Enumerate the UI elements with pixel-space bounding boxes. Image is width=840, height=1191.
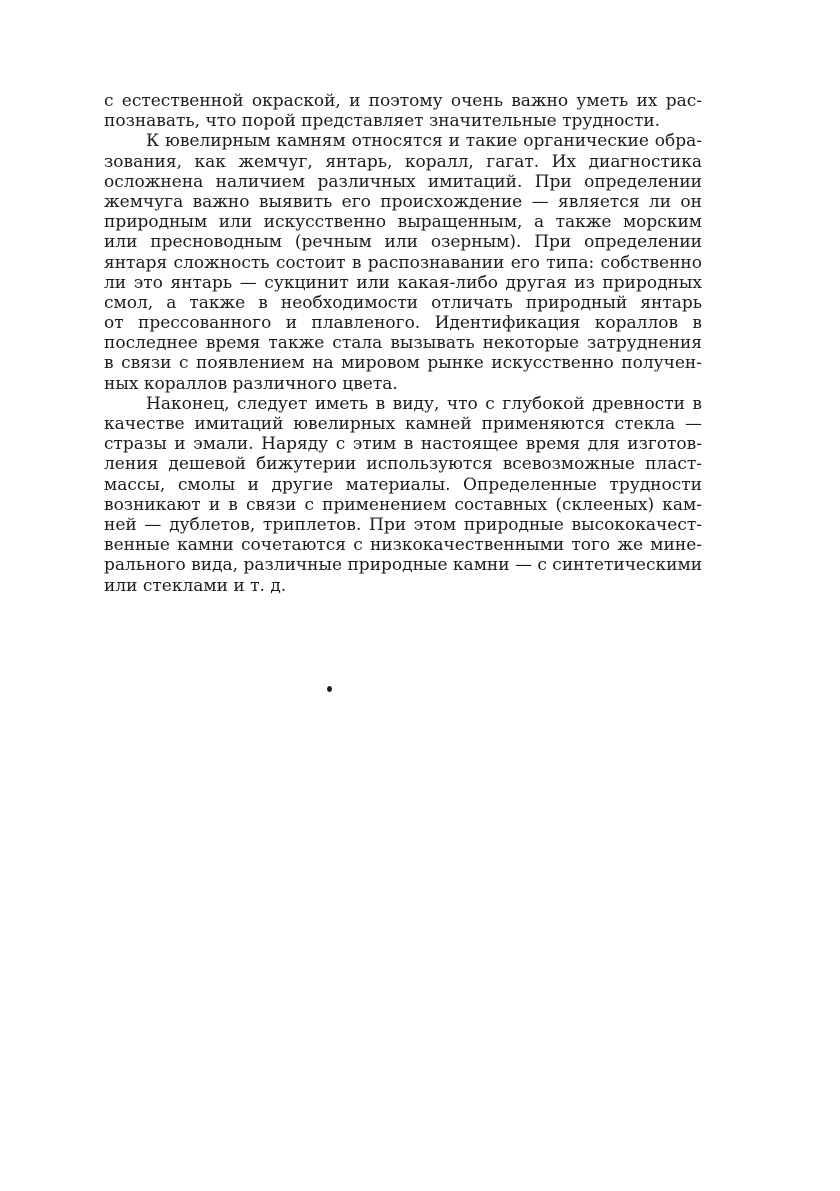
text-line: массы, смолы и другие материалы. Определенные трудности (104, 474, 702, 495)
text-line: стразы и эмали. Наряду с этим в настоящее время для изготов- (104, 434, 702, 455)
text-line: Наконец, следует иметь в виду, что с глубокой древности в (146, 393, 702, 414)
text-line: с естественной окраской, и поэтому очень важно уметь их рас- (104, 91, 702, 111)
ink-speck (327, 686, 332, 692)
text-line: возникают и в связи с применением составных (склееных) кам- (104, 494, 702, 515)
text-line: природным или искусственно выращенным, а также морским (104, 212, 702, 233)
paragraph-2 (104, 131, 702, 393)
text-line: в связи с появлением на мировом рынке искусственно получен- (104, 353, 702, 374)
text-line: ней — дублетов, триплетов. При этом природные высококачест- (104, 514, 702, 535)
text-line: жемчуга важно выявить его происхождение — является ли он (104, 191, 702, 212)
text-line: осложнена наличием различных имитаций. При определении (104, 171, 702, 192)
text-line: ных кораллов различного цвета. (104, 373, 398, 394)
text-line: качестве имитаций ювелирных камней применяются стекла — (104, 414, 702, 434)
text-line: или пресноводным (речным или озерным). При определении (104, 232, 702, 253)
paragraph-3 (104, 394, 702, 596)
text-line: рального вида, различные природные камни — с синтетическими (104, 555, 703, 576)
text-line: последнее время также стала вызывать некоторые затруднения (104, 333, 702, 354)
text-line: от прессованного и плавленого. Идентификация кораллов в (104, 313, 702, 334)
paragraph-1 (104, 91, 702, 131)
text-line: ления дешевой бижутерии используются всевозможные пласт- (104, 454, 702, 475)
text-line: смол, а также в необходимости отличать природный янтарь (104, 292, 702, 313)
text-line: венные камни сочетаются с низкокачественными того же мине- (104, 535, 702, 556)
text-line: К ювелирным камням относятся и такие органические обра- (146, 131, 702, 152)
text-line: ли это янтарь — сукцинит или какая-либо другая из природных (104, 272, 702, 293)
body-text (104, 91, 702, 596)
text-line: зования, как жемчуг, янтарь, коралл, гагат. Их диагностика (104, 151, 702, 172)
text-line: познавать, что порой представляет значительные трудности. (104, 111, 661, 132)
text-line: или стеклами и т. д. (104, 575, 287, 596)
text-line: янтаря сложность состоит в распознавании его типа: собственно (104, 252, 702, 273)
